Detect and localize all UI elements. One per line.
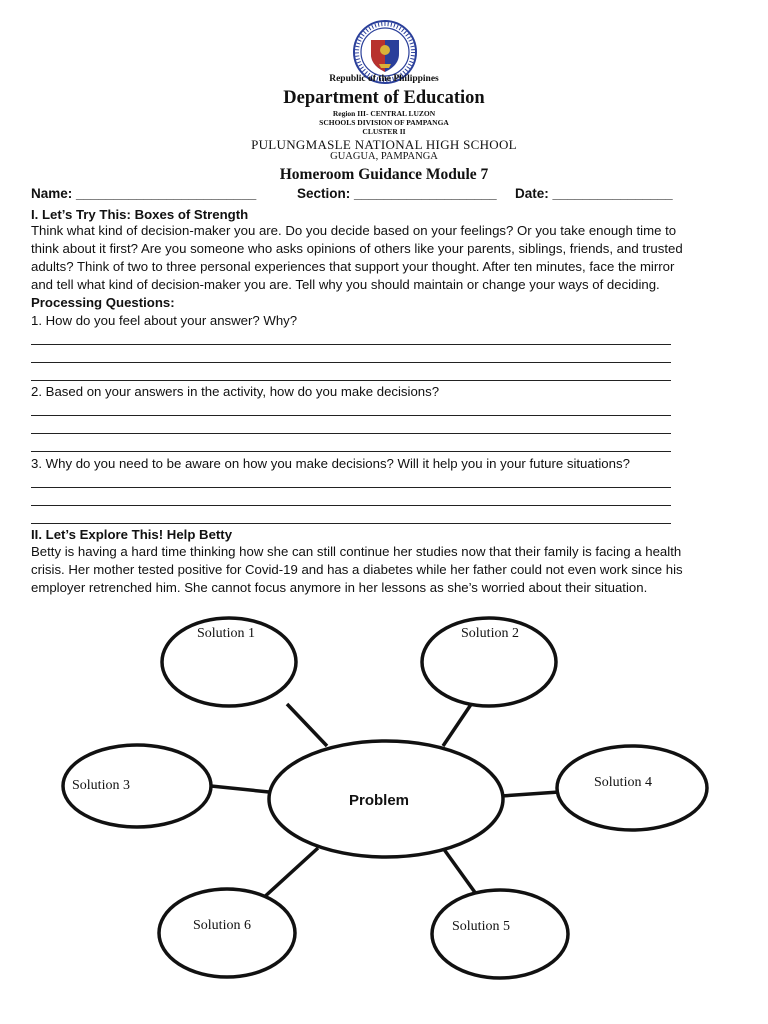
school-location: GUAGUA, PAMPANGA <box>330 151 438 162</box>
part1-heading: I. Let’s Try This: Boxes of Strength <box>31 207 249 222</box>
question-2: 2. Based on your answers in the activity, how do you make decisions? <box>31 384 440 399</box>
instruction-line-1: Think what kind of decision-maker you are. Do you decide based on your feelings? Or you take enough time to <box>31 223 677 238</box>
section-field[interactable]: Section: ___________________ <box>297 186 497 201</box>
instruction-line-2: think about it first? Are you someone who asks opinions of others like your parents, siblings, friends, and trusted <box>31 241 683 256</box>
processing-heading: Processing Questions: <box>31 295 175 310</box>
connector-line <box>211 786 269 792</box>
answer-line[interactable] <box>31 433 671 434</box>
connector-line <box>287 704 327 746</box>
solution-3-label: Solution 3 <box>72 778 130 793</box>
story-line-2: crisis. Her mother tested positive for Covid-19 and has a diabetes while her father could not even work since his <box>31 562 683 577</box>
problem-label: Problem <box>349 792 410 809</box>
connector-line <box>501 792 559 796</box>
story-line-3: employer retrenched him. She cannot focus anymore in her lessons as she’s worried about their situation. <box>31 580 648 595</box>
answer-line[interactable] <box>31 344 671 345</box>
division-line: SCHOOLS DIVISION OF PAMPANGA <box>319 118 449 127</box>
connector-line <box>443 700 474 746</box>
answer-line[interactable] <box>31 362 671 363</box>
solution-5-label: Solution 5 <box>452 919 510 934</box>
problem-solution-diagram <box>31 608 737 1000</box>
question-1: 1. How do you feel about your answer? Why? <box>31 313 298 328</box>
answer-line[interactable] <box>31 523 671 524</box>
solution-6-label: Solution 6 <box>193 918 251 933</box>
answer-line[interactable] <box>31 415 671 416</box>
instruction-line-3: adults? Think of two to three personal experiences that support your thought. After ten minutes, face the mirror <box>31 259 675 274</box>
solution-4-label: Solution 4 <box>594 775 652 790</box>
region-line: Region III- CENTRAL LUZON <box>332 109 436 118</box>
module-title: Homeroom Guidance Module 7 <box>279 166 489 183</box>
answer-line[interactable] <box>31 505 671 506</box>
school-name: PULUNGMASLE NATIONAL HIGH SCHOOL <box>251 137 517 152</box>
name-field[interactable]: Name: ________________________ <box>31 186 257 201</box>
question-3: 3. Why do you need to be aware on how you make decisions? Will it help you in your future situations? <box>31 456 630 471</box>
solution-6-ellipse <box>159 889 295 977</box>
date-field[interactable]: Date: ________________ <box>515 186 673 201</box>
connector-line <box>261 848 318 900</box>
republic-line: Republic of the Philippines <box>329 74 439 84</box>
department-title: Department of Education <box>283 88 485 108</box>
answer-line[interactable] <box>31 380 671 381</box>
instruction-line-4: and tell what kind of decision-maker you are. Tell why you should maintain or change your ways of deciding. <box>31 277 660 292</box>
solution-1-label: Solution 1 <box>197 626 255 641</box>
solution-2-label: Solution 2 <box>461 626 519 641</box>
cluster-line: CLUSTER II <box>362 127 406 136</box>
answer-line[interactable] <box>31 487 671 488</box>
part2-heading: II. Let’s Explore This! Help Betty <box>31 527 233 542</box>
connector-line <box>443 848 479 898</box>
answer-line[interactable] <box>31 451 671 452</box>
story-line-1: Betty is having a hard time thinking how she can still continue her studies now that their family is facing a health <box>31 544 682 559</box>
solution-5-ellipse <box>432 890 568 978</box>
